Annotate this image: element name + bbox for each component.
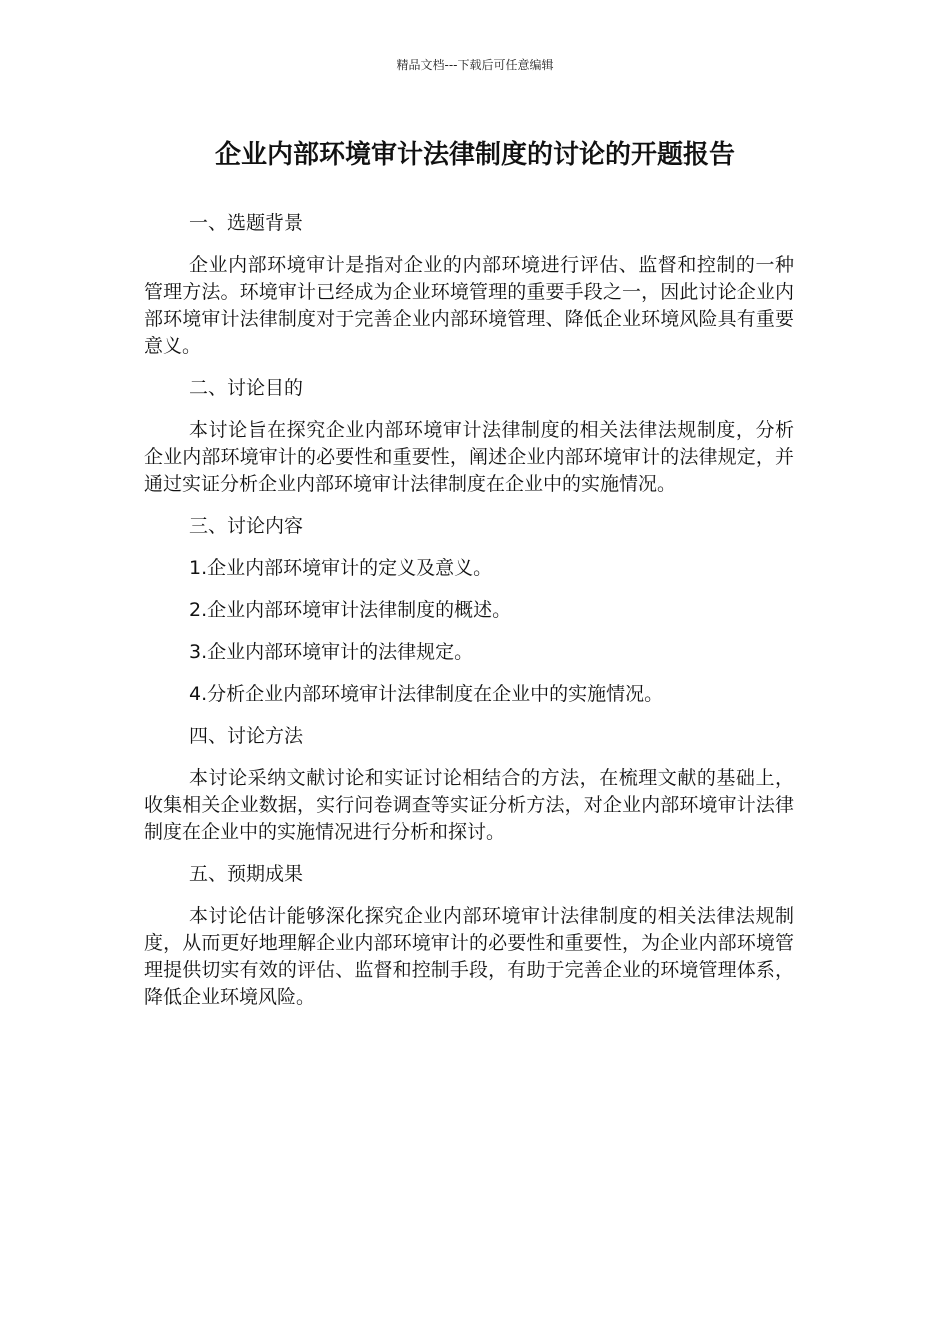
heading-method: 四、讨论方法 <box>189 725 304 747</box>
heading-purpose: 二、讨论目的 <box>189 377 304 399</box>
paragraph-background: 企业内部环境审计是指对企业的内部环境进行评估、监督和控制的一种管理方法。环境审计已经成为企业环境管理的重要手段之一，因此讨论企业内部环境审计法律制度对于完善企业内部环境管理、降低企业环境风险具有重要意义。 <box>144 254 794 357</box>
document-title: 企业内部环境审计法律制度的讨论的开题报告 <box>214 140 735 170</box>
paragraph-purpose: 本讨论旨在探究企业内部环境审计法律制度的相关法律法规制度，分析企业内部环境审计的必要性和重要性，阐述企业内部环境审计的法律规定，并通过实证分析企业内部环境审计法律制度在企业中的实施情况。 <box>144 419 794 495</box>
content-item: 4.分析企业内部环境审计法律制度在企业中的实施情况。 <box>189 683 664 705</box>
content-item: 2.企业内部环境审计法律制度的概述。 <box>189 599 512 621</box>
document-body <box>144 210 794 1026</box>
heading-results: 五、预期成果 <box>189 863 304 885</box>
header-note: 精品文档---下载后可任意编辑 <box>396 58 554 72</box>
heading-background: 一、选题背景 <box>189 212 304 234</box>
content-item: 3.企业内部环境审计的法律规定。 <box>189 641 474 663</box>
heading-content: 三、讨论内容 <box>189 515 304 537</box>
paragraph-results: 本讨论估计能够深化探究企业内部环境审计法律制度的相关法律法规制度，从而更好地理解企业内部环境审计的必要性和重要性，为企业内部环境管理提供切实有效的评估、监督和控制手段，有助于完善企业的环境管理体系，降低企业环境风险。 <box>144 905 794 1008</box>
paragraph-method: 本讨论采纳文献讨论和实证讨论相结合的方法，在梳理文献的基础上，收集相关企业数据，实行问卷调查等实证分析方法，对企业内部环境审计法律制度在企业中的实施情况进行分析和探讨。 <box>144 767 794 843</box>
content-item: 1.企业内部环境审计的定义及意义。 <box>189 557 493 579</box>
